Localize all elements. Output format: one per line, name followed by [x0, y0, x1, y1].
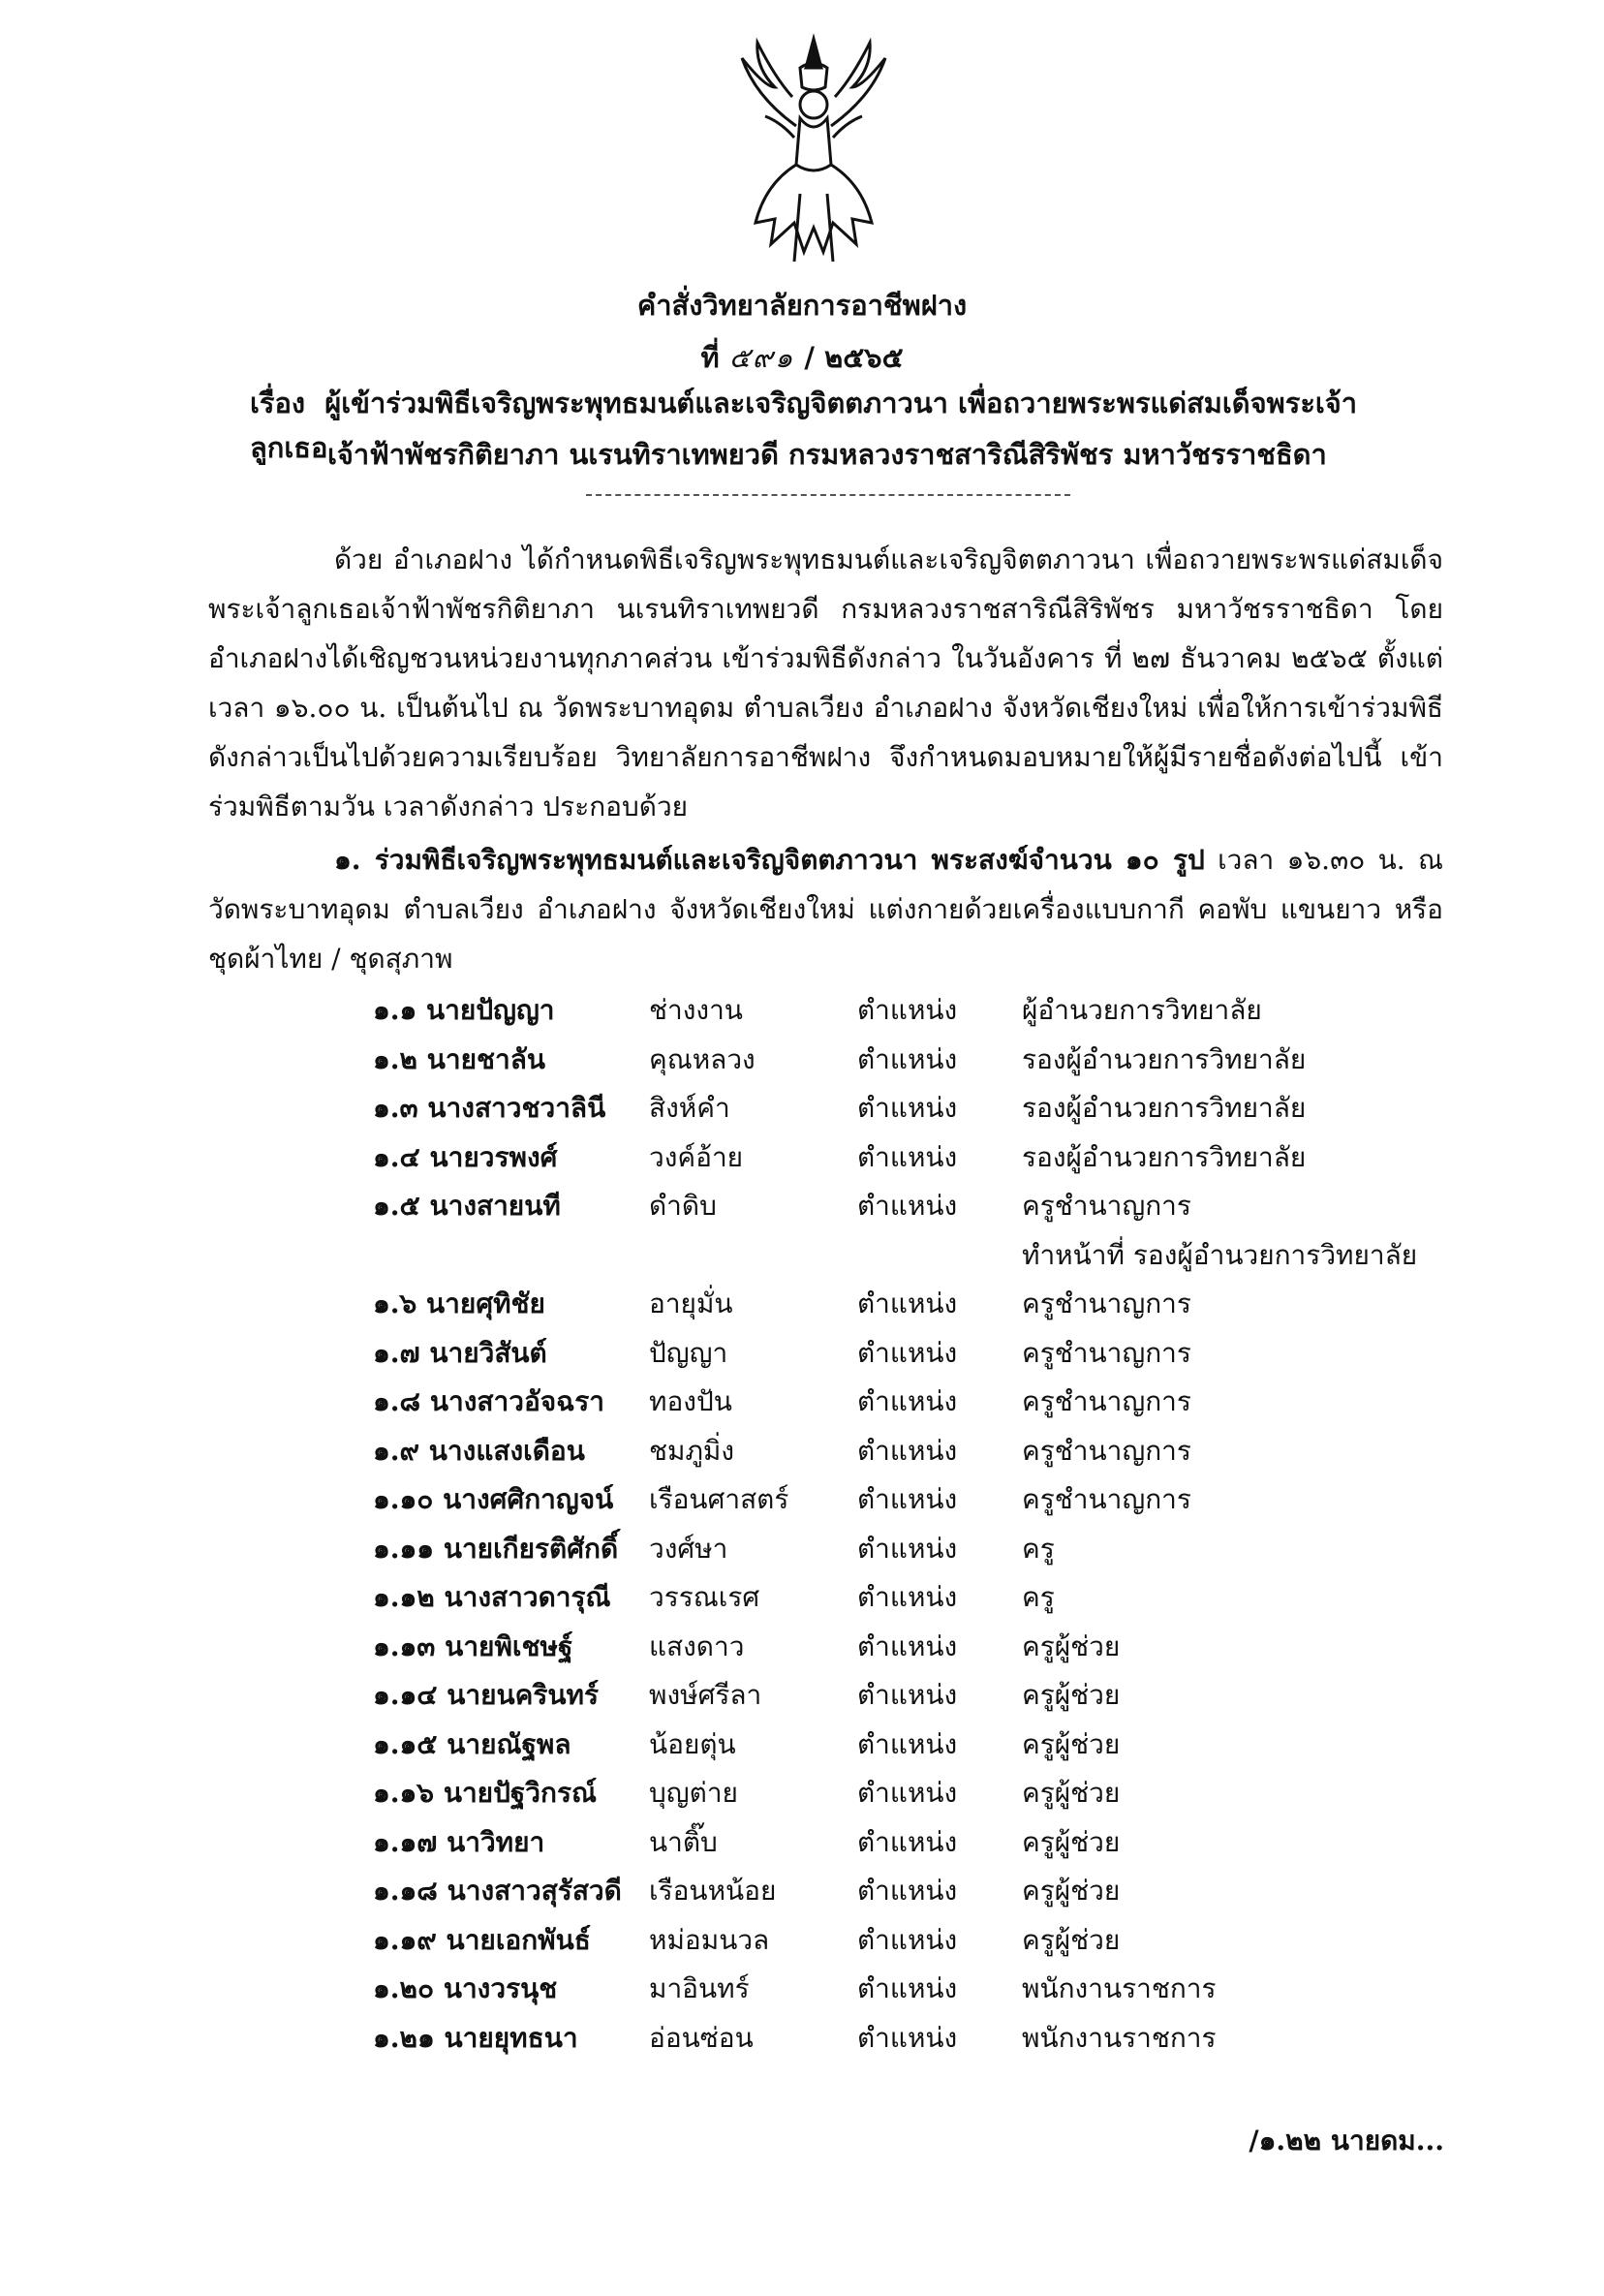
list-item — [373, 1329, 1467, 1379]
person-pos: ตำแหน่ง — [857, 1092, 958, 1125]
person-role: ครูผู้ช่วย — [1022, 1825, 1121, 1858]
person-role: ครูชำนาญการ — [1022, 1190, 1191, 1223]
list-item — [373, 1573, 1467, 1623]
person-last: มาอินทร์ — [649, 1972, 750, 2005]
person-num: ๑.๖ นายศุทิชัย — [373, 1288, 545, 1320]
person-pos: ตำแหน่ง — [857, 1385, 958, 1418]
person-last: วงค์อ้าย — [649, 1140, 744, 1173]
person-last: น้อยตุ่น — [649, 1727, 736, 1760]
person-role: ครู — [1022, 1581, 1055, 1614]
order-year: / ๒๕๖๕ — [804, 341, 904, 374]
person-pos: ตำแหน่ง — [857, 1875, 958, 1908]
subject-text-1: ผู้เข้าร่วมพิธีเจริญพระพุทธมนต์และเจริญจิตตภาวนา เพื่อถวายพระพรแด่สมเด็จพระเจ้าลูกเธอ — [250, 387, 1358, 464]
person-role: ครูชำนาญการ — [1022, 1483, 1191, 1516]
list-item — [373, 1671, 1467, 1721]
list-item — [373, 986, 1467, 1036]
divider — [586, 494, 1070, 496]
person-last: อ่อนซ่อน — [649, 2021, 754, 2054]
person-pos: ตำแหน่ง — [857, 1581, 958, 1614]
continuation-note: /๑.๒๒ นายดม... — [1249, 2125, 1444, 2156]
list-item — [373, 1965, 1467, 2014]
person-last: พงษ์ศรีลา — [649, 1679, 762, 1712]
person-last: วงศ์ษา — [649, 1532, 728, 1565]
intro-text: ด้วย อำเภอฝาง ได้กำหนดพิธีเจริญพระพุทธมนต์และเจริญจิตตภาวนา เพื่อถวายพระพรแด่สมเด็จพระเจ้าลูกเธอเจ้าฟ้าพัชรกิติยาภา นเรนทิราเทพยวดี กรมหลวงราชสาริณีสิริพัชร มหาวัชรราชธิดา โดยอำเภอฝางได้เชิญชวนหน่วยงานทุกภาคส่วน เข้าร่วมพิธีดังกล่าว ในวันอังคาร ที่ ๒๗ ธันวาคม ๒๕๖๕ ตั้งแต่เวลา ๑๖.๐๐ น. เป็นต้นไป ณ วัดพระบาทอุดม ตำบลเวียง อำเภอฝาง จังหวัดเชียงใหม่ เพื่อให้การเข้าร่วมพิธีดังกล่าวเป็นไปด้วยความเรียบร้อย วิทยาลัยการอาชีพฝาง จึงกำหนดมอบหมายให้ผู้มีรายชื่อดังต่อไปนี้ เข้าร่วมพิธีตามวัน เวลาดังกล่าว ประกอบด้วย — [208, 543, 1443, 822]
person-num: ๑.๑๐ นางศศิกาญจน์ — [373, 1483, 614, 1516]
person-num: ๑.๒๑ นายยุทธนา — [373, 2021, 578, 2054]
person-role: ครูชำนาญการ — [1022, 1434, 1191, 1467]
person-num: ๑.๗ นายวิสันต์ — [373, 1336, 547, 1369]
person-num: ๑.๘ นางสาวอัจฉรา — [373, 1385, 604, 1418]
person-last: หม่อมนวล — [649, 1923, 770, 1956]
person-last: สิงห์คำ — [649, 1092, 730, 1125]
person-num: ๑.๓ นางสาวชวาลินี — [373, 1092, 606, 1125]
person-num: ๑.๒๐ นางวรนุช — [373, 1972, 558, 2005]
list-item — [373, 1623, 1467, 1672]
item1-heading: ๑. ร่วมพิธีเจริญพระพุทธมนต์และเจริญจิตตภาวนา พระสงฆ์จำนวน ๑๐ รูป — [334, 844, 1205, 876]
person-pos: ตำแหน่ง — [857, 1042, 958, 1075]
subject-label: เรื่อง — [250, 387, 306, 419]
person-last: ช่างงาน — [649, 994, 743, 1027]
person-last: วรรณเรศ — [649, 1581, 760, 1614]
order-title: คำสั่งวิทยาลัยการอาชีพฝาง — [636, 289, 968, 322]
person-role: รองผู้อำนวยการวิทยาลัย — [1022, 1042, 1307, 1075]
list-item — [373, 1721, 1467, 1770]
person-role: ครูผู้ช่วย — [1022, 1727, 1121, 1760]
person-pos: ตำแหน่ง — [857, 1629, 958, 1662]
person-num: ๑.๑๕ นายณัฐพล — [373, 1727, 571, 1760]
list-item — [373, 1916, 1467, 1966]
person-pos: ตำแหน่ง — [857, 1140, 958, 1173]
person-role: พนักงานราชการ — [1022, 2021, 1217, 2054]
person-last: ปัญญา — [649, 1336, 728, 1369]
person-num: ๑.๑๑ นายเกียรติศักดิ์ — [373, 1532, 619, 1565]
person-num: ๑.๑๘ นางสาวสุรัสวดี — [373, 1875, 622, 1908]
person-role: ครู — [1022, 1532, 1055, 1565]
person-pos: ตำแหน่ง — [857, 1532, 958, 1565]
order-prefix: ที่ — [700, 341, 720, 374]
person-pos: ตำแหน่ง — [857, 1336, 958, 1369]
person-pos: ตำแหน่ง — [857, 1727, 958, 1760]
item1-text: เวลา ๑๖.๓๐ น. ณ วัดพระบาทอุดม ตำบลเวียง อำเภอฝาง จังหวัดเชียงใหม่ แต่งกายด้วยเครื่องแบบกากี คอพับ แขนยาว หรือชุดผ้าไทย / ชุดสุภาพ — [208, 844, 1443, 975]
person-last: เรือนศาสตร์ — [649, 1483, 789, 1516]
person-pos: ตำแหน่ง — [857, 1825, 958, 1858]
person-role: รองผู้อำนวยการวิทยาลัย — [1022, 1140, 1307, 1173]
person-num: ๑.๔ นายวรพงศ์ — [373, 1140, 558, 1173]
person-last: ชมภูมิ่ง — [649, 1434, 735, 1467]
person-pos: ตำแหน่ง — [857, 1777, 958, 1810]
list-item — [373, 1818, 1467, 1868]
person-last: เรือนหน้อย — [649, 1875, 777, 1908]
list-item — [373, 1769, 1467, 1818]
person-last: อายุมั่น — [649, 1288, 733, 1320]
list-item — [373, 1525, 1467, 1574]
person-pos: ตำแหน่ง — [857, 994, 958, 1027]
person-num: ๑.๑๙ นายเอกพันธ์ — [373, 1923, 591, 1956]
person-num: ๑.๒ นายชาลัน — [373, 1042, 546, 1075]
person-pos: ตำแหน่ง — [857, 1288, 958, 1320]
person-pos: ตำแหน่ง — [857, 2021, 958, 2054]
person-role: ครูชำนาญการ — [1022, 1385, 1191, 1418]
person-role: รองผู้อำนวยการวิทยาลัย — [1022, 1092, 1307, 1125]
item1-paragraph — [208, 835, 1443, 983]
list-item — [373, 1036, 1467, 1085]
person-role: ครูผู้ช่วย — [1022, 1777, 1121, 1810]
garuda-emblem-icon — [736, 29, 891, 271]
intro-paragraph — [208, 535, 1443, 831]
list-item — [373, 1280, 1467, 1329]
person-num: ๑.๙ นางแสงเดือน — [373, 1434, 585, 1467]
person-pos: ตำแหน่ง — [857, 1190, 958, 1223]
list-item — [373, 1133, 1467, 1183]
person-role: ครูชำนาญการ — [1022, 1288, 1191, 1320]
person-last: นาติ๊บ — [649, 1825, 718, 1858]
person-last: คุณหลวง — [649, 1042, 756, 1075]
person-pos: ตำแหน่ง — [857, 1923, 958, 1956]
person-role: ครูชำนาญการ — [1022, 1336, 1191, 1369]
person-pos: ตำแหน่ง — [857, 1972, 958, 2005]
person-role: ครูผู้ช่วย — [1022, 1679, 1121, 1712]
order-number-handwritten: ๕๙๑ — [728, 341, 795, 374]
list-item — [373, 1867, 1467, 1916]
person-role: ผู้อำนวยการวิทยาลัย — [1022, 994, 1262, 1027]
person-pos: ตำแหน่ง — [857, 1679, 958, 1712]
list-item — [373, 1427, 1467, 1476]
person-last: บุญต่าย — [649, 1777, 738, 1810]
person-num: ๑.๑ นายปัญญา — [373, 994, 555, 1027]
person-role: ครูผู้ช่วย — [1022, 1923, 1121, 1956]
person-num: ๑.๑๖ นายปัฐวิกรณ์ — [373, 1777, 597, 1810]
list-item — [373, 1475, 1467, 1525]
person-num: ๑.๑๔ นายนครินทร์ — [373, 1679, 600, 1712]
person-role: ครูผู้ช่วย — [1022, 1629, 1121, 1662]
person-last: ดำดิบ — [649, 1190, 717, 1223]
person-last: แสงดาว — [649, 1629, 745, 1662]
person-num: ๑.๑๗ นาวิทยา — [373, 1825, 545, 1858]
list-item — [373, 1182, 1467, 1231]
person-pos: ตำแหน่ง — [857, 1434, 958, 1467]
person-role: พนักงานราชการ — [1022, 1972, 1217, 2005]
person-num: ๑.๑๓ นายพิเชษฐ์ — [373, 1629, 573, 1662]
list-item — [373, 1378, 1467, 1427]
person-role: ครูผู้ช่วย — [1022, 1875, 1121, 1908]
subject-line-2: เจ้าฟ้าพัชรกิติยาภา นเรนทิราเทพยวดี กรมหลวงราชสาริณีสิริพัชร มหาวัชรราชธิดา — [327, 438, 1327, 471]
person-num: ๑.๕ นางสายนที — [373, 1190, 561, 1223]
person-role: ทำหน้าที่ รองผู้อำนวยการวิทยาลัย — [1022, 1238, 1418, 1271]
person-pos: ตำแหน่ง — [857, 1483, 958, 1516]
people-list — [373, 986, 1467, 2063]
list-item — [373, 1231, 1467, 1281]
list-item — [373, 1084, 1467, 1133]
person-last: ทองปัน — [649, 1385, 732, 1418]
list-item — [373, 2014, 1467, 2063]
order-number — [0, 335, 1604, 380]
person-num: ๑.๑๒ นางสาวดารุณี — [373, 1581, 611, 1614]
